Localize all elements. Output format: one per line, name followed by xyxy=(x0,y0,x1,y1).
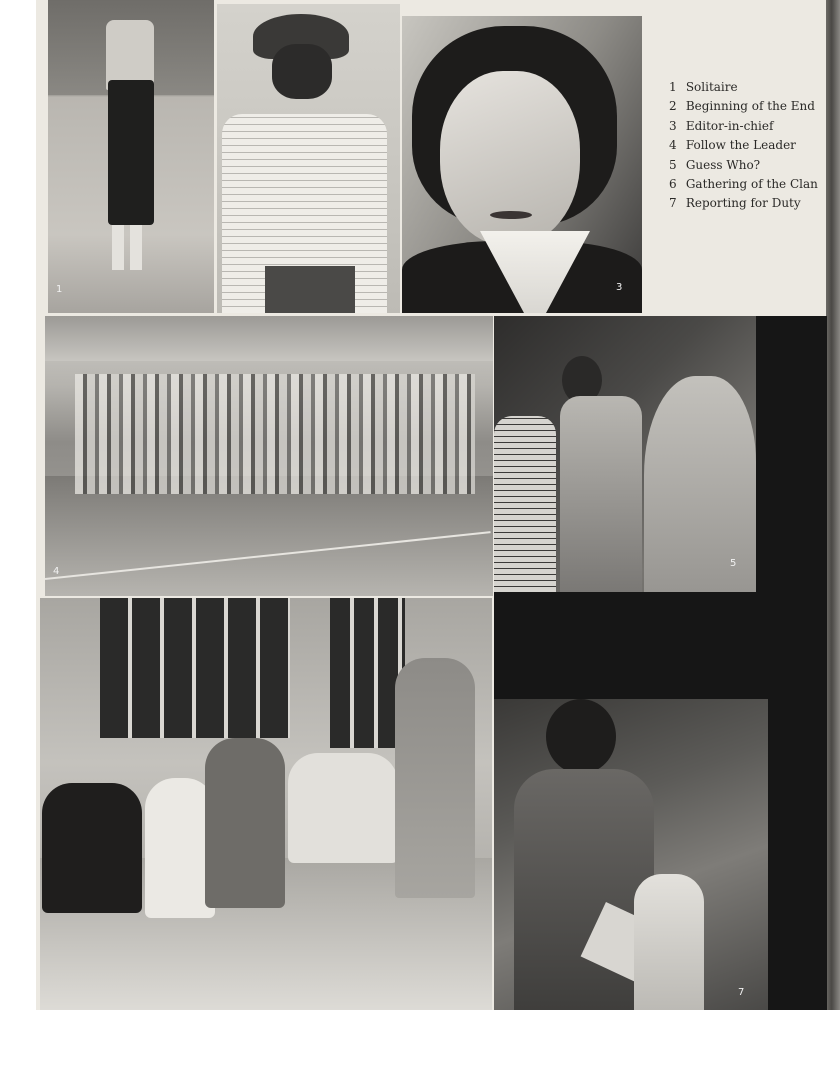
photo-gym-ceiling xyxy=(45,316,493,361)
photo-figure-dark-sweater xyxy=(42,783,142,913)
photo-solitaire xyxy=(48,0,214,313)
caption-number: 6 xyxy=(669,177,677,192)
photo-number: 1 xyxy=(56,284,63,295)
photo-figure-leg xyxy=(130,225,142,270)
photo-follow-the-leader xyxy=(45,316,493,596)
photo-gathering-of-the-clan xyxy=(40,598,492,1010)
photo-number: 5 xyxy=(730,558,737,569)
photo-number: 3 xyxy=(616,282,623,293)
photo-reporting-for-duty xyxy=(494,699,768,1010)
photo-figure-trousers xyxy=(265,266,355,313)
photo-figure-striped-skirt xyxy=(205,738,285,908)
photo-beginning-of-the-end xyxy=(217,4,400,313)
caption-number: 4 xyxy=(669,138,677,153)
photo-guess-who xyxy=(494,316,756,592)
caption-item xyxy=(669,194,829,213)
photo-number: 7 xyxy=(738,987,745,998)
caption-text: Gathering of the Clan xyxy=(685,177,818,192)
photo-caption-list xyxy=(669,78,829,214)
photo-figure-boy xyxy=(634,874,704,1010)
caption-number: 7 xyxy=(669,196,677,211)
photo-figure-back xyxy=(644,376,756,592)
photo-figure-body xyxy=(560,396,642,592)
caption-item xyxy=(669,136,829,155)
photo-figure-smile xyxy=(490,211,532,219)
photo-gym-floor xyxy=(45,476,493,596)
photo-figure-leg xyxy=(112,225,124,270)
caption-text: Guess Who? xyxy=(685,157,761,172)
caption-item xyxy=(669,78,829,97)
photo-window xyxy=(100,598,290,738)
caption-text: Beginning of the End xyxy=(685,99,815,114)
caption-item xyxy=(669,156,829,175)
photo-figure-hair xyxy=(546,699,616,774)
caption-number: 5 xyxy=(669,157,677,172)
caption-text: Follow the Leader xyxy=(685,138,796,153)
caption-item xyxy=(669,117,829,136)
photo-editor-in-chief xyxy=(402,16,642,313)
caption-item xyxy=(669,97,829,116)
caption-number: 3 xyxy=(669,118,677,133)
caption-number: 2 xyxy=(669,99,677,114)
photo-number: 4 xyxy=(53,566,60,577)
photo-figure-coat xyxy=(395,658,475,898)
caption-number: 1 xyxy=(669,80,677,94)
photo-dancers-line xyxy=(75,374,475,494)
caption-text: Reporting for Duty xyxy=(685,196,801,211)
caption-text: Editor-in-chief xyxy=(685,118,774,133)
caption-item xyxy=(669,175,829,194)
caption-text: Solitaire xyxy=(685,80,738,94)
photo-figure-skirt xyxy=(108,80,154,225)
photo-figure-light-jacket xyxy=(288,753,398,863)
photo-figure-head xyxy=(272,44,332,99)
photo-figure-plaid xyxy=(494,416,556,592)
photo-window xyxy=(330,598,405,748)
photo-figure-face xyxy=(440,71,580,246)
